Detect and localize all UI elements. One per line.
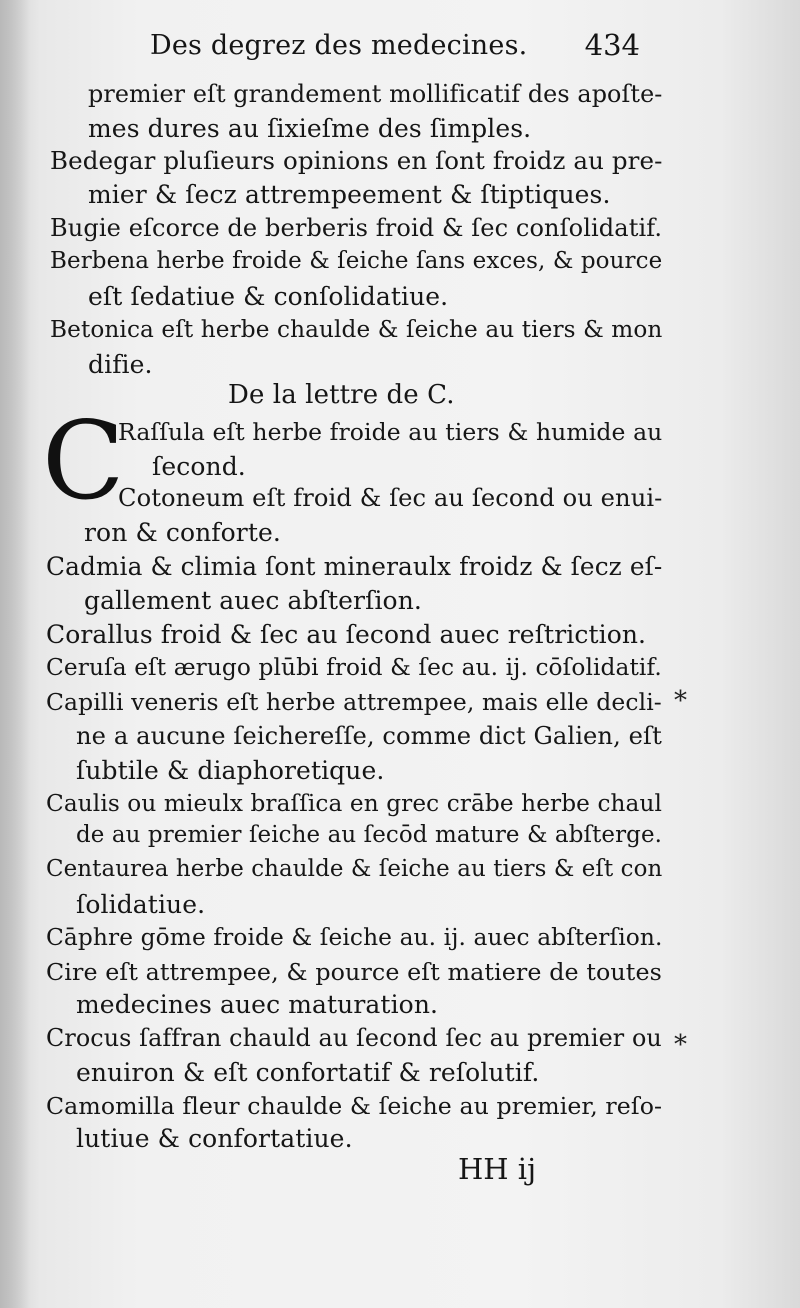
text-line: eſt ſedatiue & conſolidatiue. [88,282,449,311]
text-line: Camomilla fleur chaulde & ſeiche au premier, reſo- [46,1092,663,1120]
text-line: lutiue & confortatiue. [76,1124,353,1153]
text-line: ſecond. [152,452,246,481]
text-line: Cadmia & climia ſont mineraulx froidz & ſecz eſ- [46,552,663,581]
text-line: enuiron & eſt confortatif & reſolutif. [76,1058,540,1087]
page-number: 434 [584,28,640,62]
text-line: Bugie eſcorce de berberis froid & ſec conſolidatif. [50,214,663,242]
text-line: Berbena herbe froide & ſeiche ſans exces, & pource [50,248,663,274]
text-line: ne a aucune ſeichereſſe, comme dict Galien, eſt [76,722,662,750]
text-line: ſubtile & diaphoretique. [76,756,385,785]
text-line: Cire eſt attrempee, & pource eſt matiere de toutes [46,958,662,986]
text-line: premier eſt grandement mollificatif des apoſte- [88,80,663,108]
text-line: medecines auec maturation. [76,990,439,1019]
running-title: Des degrez des medecines. [150,30,528,61]
text-line: Centaurea herbe chaulde & ſeiche au tiers & eſt con [46,856,663,882]
signature-mark: HH ij [458,1152,537,1186]
text-line: ſolidatiue. [76,890,206,919]
text-line: Betonica eſt herbe chaulde & ſeiche au tiers & mon [50,316,663,343]
text-line: mier & ſecz attrempeement & ſtiptiques. [88,180,611,209]
text-line: Bedegar pluſieurs opinions en ſont froidz au pre- [50,146,663,175]
text-line: ron & conforte. [84,518,281,547]
margin-asterisk: * [674,1030,687,1060]
text-line: de au premier ſeiche au ſecōd mature & abſterge. [76,822,663,848]
text-line: Cotoneum eſt froid & ſec au ſecond ou enui- [118,484,663,512]
text-line: Corallus froid & ſec au ſecond auec reſtriction. [46,620,647,649]
drop-cap-initial: C [42,399,125,524]
text-line: Capilli veneris eſt herbe attrempee, mais elle decli- [46,688,662,716]
text-line: Ceruſa eſt ærugo plūbi froid & ſec au. ij. cōſolidatif. [46,654,662,681]
text-line: Caulis ou mieulx braſſica en grec crābe herbe chaul [46,790,663,817]
text-line: gallement auec abſterſion. [84,586,422,615]
text-line: Cāphre gōme froide & ſeiche au. ij. auec abſterſion. [46,924,663,951]
margin-asterisk: * [674,686,687,716]
text-line: mes dures au ſixieſme des ſimples. [88,114,532,143]
text-line: Raſſula eſt herbe froide au tiers & humide au [118,418,663,446]
text-line: difie. [88,350,153,379]
text-line: Crocus ſaffran chauld au ſecond ſec au premier ou [46,1024,662,1052]
section-heading: De la lettre de C. [228,380,455,410]
